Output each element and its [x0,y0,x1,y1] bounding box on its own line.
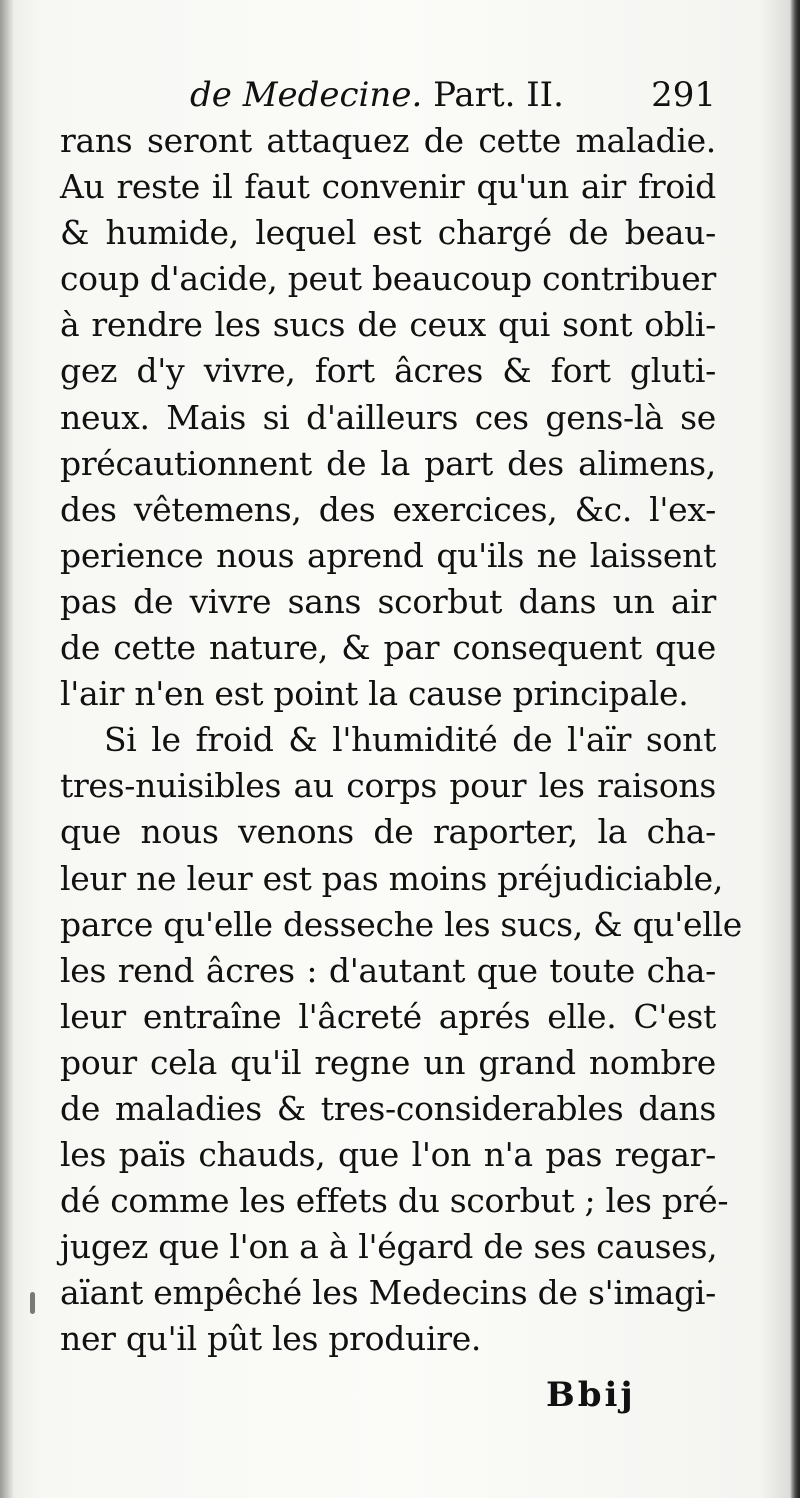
text-line: rans seront attaquez de cette maladie. [60,121,716,160]
body-text [60,118,742,1363]
paragraph [60,717,742,1362]
text-line: coup d'acide, peut beaucoup contribuer [60,259,716,299]
text-line: jugez que l'on a à l'égard de ses causes, [60,1227,718,1267]
paragraph [60,118,716,717]
running-head-title-roman: Part. II. [422,75,564,115]
text-line: & humide, lequel est chargé de beau- [60,213,716,253]
running-head-title-italic: de Medecine. [190,75,423,115]
text-line: gez d'y vivre, fort âcres & fort gluti- [60,351,716,391]
text-line: les rend âcres : d'autant que toute cha- [60,950,716,990]
text-line: parce qu'elle desseche les sucs, & qu'elle [60,904,742,944]
text-line: Au reste il faut convenir qu'un air froid [60,167,716,207]
text-line: pas de vivre sans scorbut dans un air [60,581,716,621]
text-line: aïant empêché les Medecins de s'imagi- [60,1273,716,1313]
running-head [60,70,716,120]
page-edge [790,0,800,1498]
text-line: des vêtemens, des exercices, &c. l'ex- [60,489,716,529]
text-line: leur entraîne l'âcreté aprés elle. C'est [60,996,716,1036]
text-line: de maladies & tres-considerables dans [60,1088,716,1128]
text-line: perience nous aprend qu'ils ne laissent [60,535,716,575]
text-line: précautionnent de la part des alimens, [60,443,716,483]
text-line: que nous venons de raporter, la cha- [60,812,716,852]
text-line: pour cela qu'il regne un grand nombre [60,1042,716,1082]
text-line: Si le froid & l'humidité de l'aïr sont [104,720,716,760]
signature-mark: Bbij [546,1375,636,1415]
text-line: tres-nuisibles au corps pour les raisons [60,766,716,806]
running-head-title [190,70,564,120]
text-line: leur ne leur est pas moins préjudiciable, [60,858,724,898]
text-line: les païs chauds, que l'on n'a pas regar- [60,1135,716,1175]
gutter-shadow [0,0,14,1498]
page-number: 291 [651,75,716,115]
text-line: dé comme les effets du scorbut ; les pré- [60,1181,729,1221]
text-line: l'air n'en est point la cause principale. [60,674,689,714]
text-line: ner qu'il pût les produire. [60,1319,482,1359]
text-line: à rendre les sucs de ceux qui sont obli- [60,305,716,345]
text-line: neux. Mais si d'ailleurs ces gens-là se [60,397,716,437]
ink-speck [30,1292,35,1314]
text-line: de cette nature, & par consequent que [60,628,716,668]
